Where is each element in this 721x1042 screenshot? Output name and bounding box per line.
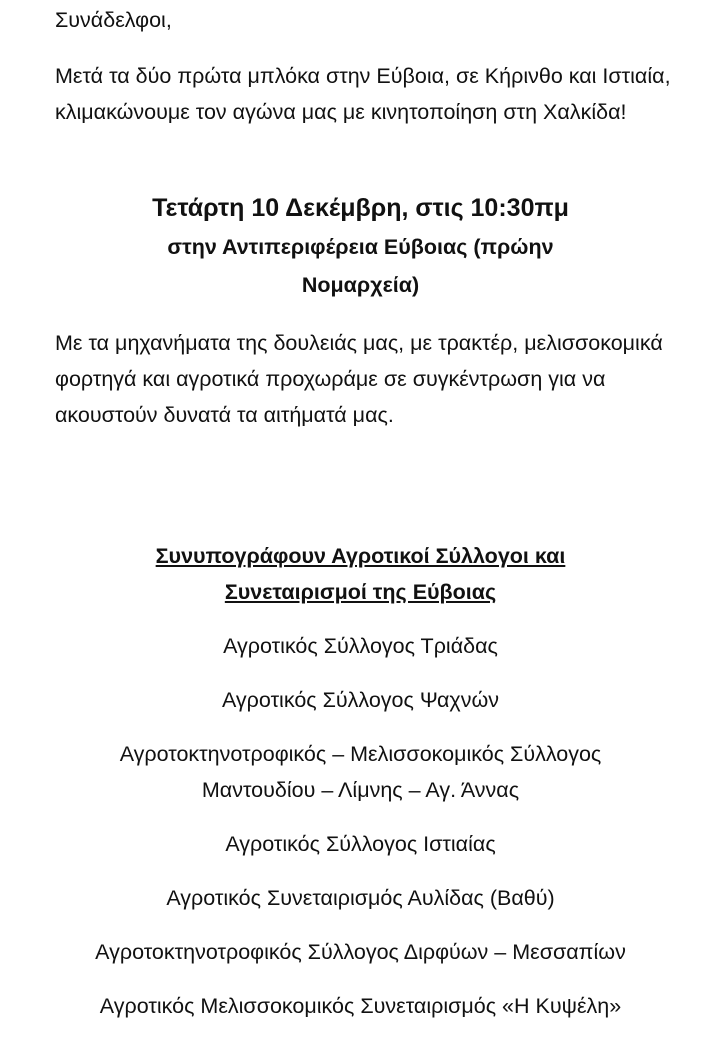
list-item: Αγροτοκτηνοτροφικός – Μελισσοκομικός Σύλλογος Μαντουδίου – Λίμνης – Αγ. Άννας [119, 742, 602, 802]
list-item: Αγροτικός Σύλλογος Ιστιαίας [225, 832, 496, 856]
event-date-heading: Τετάρτη 10 Δεκέμβρη, στις 10:30πμ [152, 194, 569, 222]
signers-heading: Συνυπογράφουν Αγροτικοί Σύλλογοι και Συνεταιρισμοί της Εύβοιας [155, 544, 566, 604]
list-item: Αγροτοκτηνοτροφικός Σύλλογος Διρφύων – Μεσσαπίων [95, 940, 626, 964]
list-item: Αγροτικός Συνεταιρισμός Αυλίδας (Βαθύ) [166, 886, 555, 910]
list-item: Αγροτικός Μελισσοκομικός Συνεταιρισμός «Η Κυψέλη» [99, 994, 622, 1018]
details-paragraph: Με τα μηχανήματα της δουλειάς μας, με τρακτέρ, μελισσοκομικά φορτηγά και αγροτικά προχωράμε σε συγκέντρωση για να ακουστούν δυνατά τα αιτήματά μας. [55, 331, 663, 427]
signers-list [0, 628, 721, 1042]
list-item: Αγροτικός Σύλλογος Ψαχνών [221, 688, 499, 712]
list-item: Αγροτικός Σύλλογος Τριάδας [223, 634, 498, 658]
greeting-text: Συνάδελφοι, [55, 8, 172, 32]
event-place-heading: στην Αντιπεριφέρεια Εύβοιας (πρώην Νομαρχεία) [167, 235, 554, 297]
intro-paragraph: Μετά τα δύο πρώτα μπλόκα στην Εύβοια, σε Κήρινθο και Ιστιαία, κλιμακώνουμε τον αγώνα μας με κινητοποίηση στη Χαλκίδα! [55, 64, 671, 124]
